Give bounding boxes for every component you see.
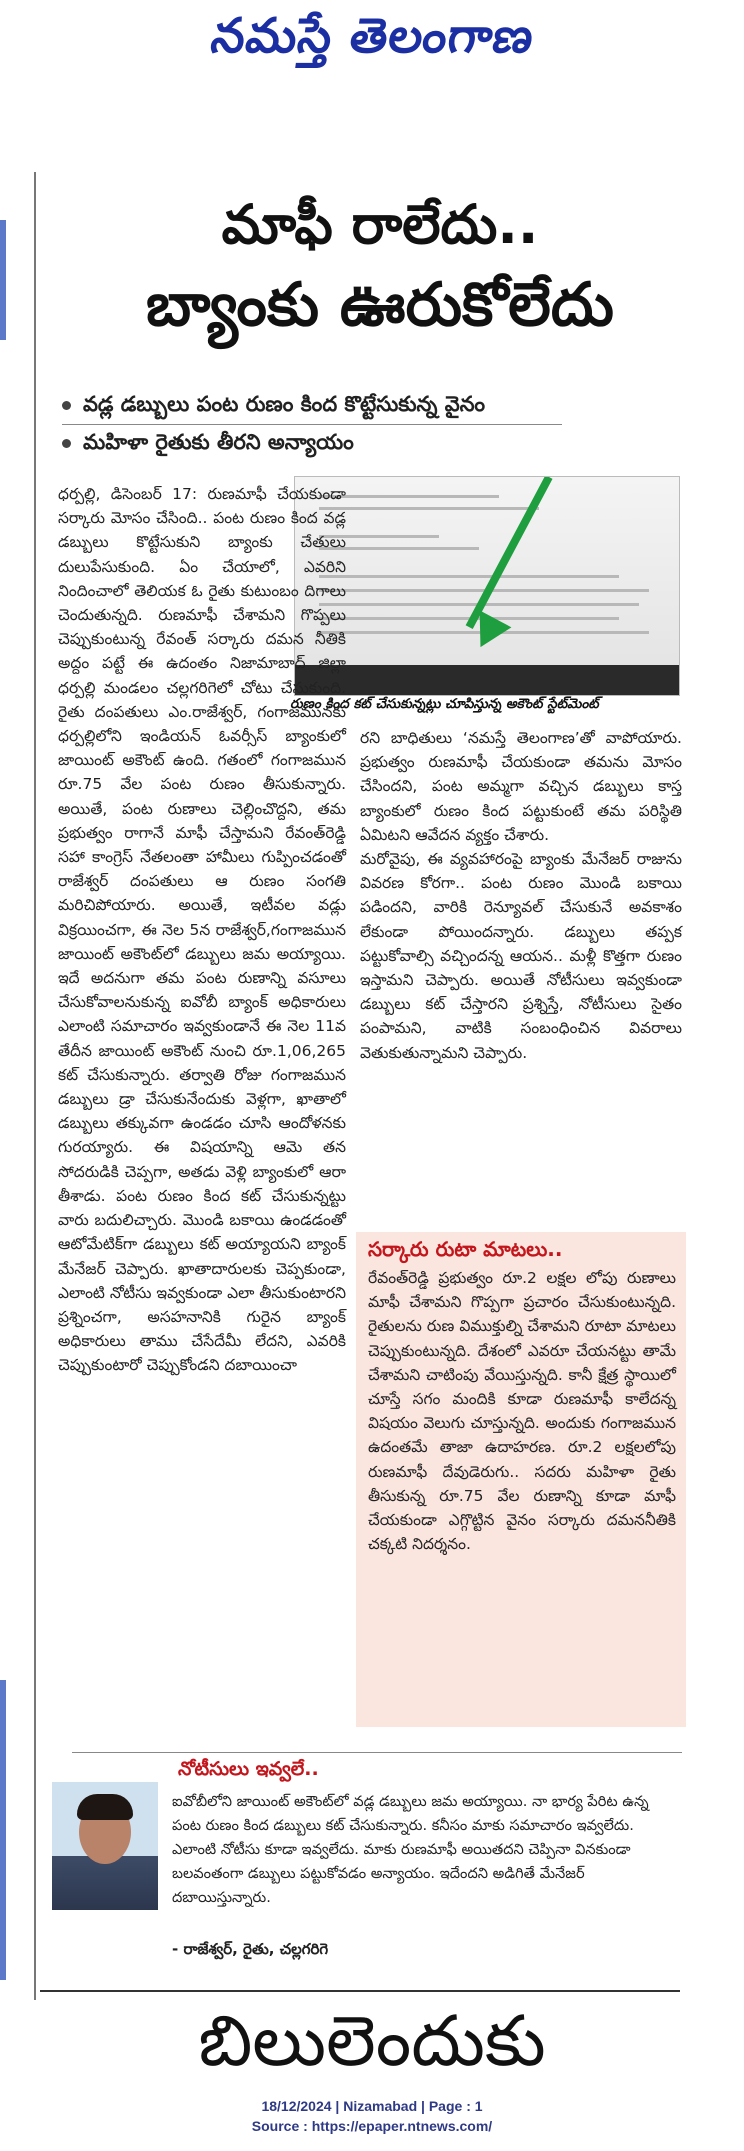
edge-strip bbox=[0, 1680, 6, 1980]
green-arrow-icon bbox=[466, 476, 553, 629]
bullet-dot-icon bbox=[62, 439, 71, 448]
farmer-portrait bbox=[52, 1782, 158, 1910]
left-column-rule bbox=[34, 172, 36, 2000]
bullet-dot-icon bbox=[62, 401, 71, 410]
quote-title: నోటీసులు ఇవ్వలే.. bbox=[178, 1758, 319, 1780]
paragraph: రని బాధితులు ‘నమస్తే తెలంగాణ’తో వాపోయారు. ప్రభుత్వం రుణమాఫీ చేయకుండా తమను మోసం చేసిందని, పంట అమ్మగా వచ్చిన డబ్బులు కాస్త బ్యాంకులో రుణం కింద పట్టుకుంటే తమ పరిస్థితి ఏమిటని ఆవేదన వ్యక్తం చేశారు. bbox=[360, 729, 682, 844]
left-column-text bbox=[58, 482, 346, 1378]
bullet-point bbox=[62, 430, 354, 460]
account-statement-photo bbox=[294, 476, 680, 696]
headline-line-2: బ్యాంకు ఊరుకోలేదు bbox=[146, 270, 614, 340]
box-text bbox=[368, 1266, 676, 1556]
bullet-text: వడ్ల డబ్బులు పంట రుణం కింద కొట్టేసుకున్న వైనం bbox=[83, 392, 486, 416]
bullet-text: మహిళా రైతుకు తీరని అన్యాయం bbox=[83, 430, 354, 454]
masthead-logo: నమస్తే తెలంగాణ bbox=[207, 8, 539, 64]
paragraph: రేవంత్‌రెడ్డి ప్రభుత్వం రూ.2 లక్షల లోపు రుణాలు మాఫీ చేశామని గొప్పగా ప్రచారం చేసుకుంటున్నది. రైతులను రుణ విముక్తుల్ని చేశామని రూటా మాటలు చెప్పుకుంటున్నది. దేశంలో ఎవరూ చేయనట్టు తామే చేశామని చాటింపు వేయిస్తున్నది. కానీ క్షేత్ర స్థాయిలో చూస్తే సగం మందికి కూడా రుణమాఫీ కాలేదన్న విషయం వెలుగు చూస్తున్నది. అందుకు గంగాజమున ఉదంతమే తాజా ఉదాహరణ. రూ.2 లక్షలలోపు రుణమాఫీ దేవుడెరుగు.. సదరు మహిళా రైతు తీసుకున్న రూ.75 వేల రుణాన్ని కూడా మాఫీ చేయకుండా ఎగ్గొట్టిన వైనం సర్కారు దమననీతికి చక్కటి నిదర్శనం. bbox=[368, 1269, 676, 1554]
edge-strip bbox=[0, 220, 6, 340]
photo-text-line bbox=[319, 507, 539, 510]
right-column-text bbox=[360, 726, 682, 1065]
box-title: సర్కారు రుటా మాటలు.. bbox=[368, 1237, 563, 1261]
quote-text bbox=[172, 1790, 682, 1910]
photo-text-line bbox=[319, 575, 619, 578]
bullet-point bbox=[62, 392, 485, 422]
next-story-headline: బిలులెందుకు bbox=[198, 2000, 546, 2082]
footer-source-link[interactable]: Source : https://epaper.ntnews.com/ bbox=[251, 2118, 493, 2134]
paragraph: ఐవోబీలోని జాయింట్ అకౌంట్‌లో వడ్ల డబ్బులు జమ అయ్యాయి. నా భార్య పేరిట ఉన్న పంట రుణం కింద డబ్బులు కట్ చేసుకున్నారు. కనీసం మాకు సమాచారం ఇవ్వలేదు. ఎలాంటి నోటీసు కూడా ఇవ్వలేదు. మాకు రుణమాఫీ అయితదని చెప్పినా వినకుండా బలవంతంగా డబ్బులు పట్టుకోవడం అన్యాయం. ఇదేందని అడిగితే మేనేజర్ దబాయిస్తున్నారు. bbox=[172, 1793, 649, 1906]
footer-date-page: 18/12/2024 | Nizamabad | Page : 1 bbox=[261, 2098, 483, 2114]
headline-line-1: మాఫీ రాలేదు.. bbox=[221, 193, 539, 256]
quote-divider bbox=[72, 1752, 682, 1753]
bullet-divider bbox=[62, 424, 562, 425]
photo-caption: రుణం కింద కట్ చేసుకున్నట్లు చూపిస్తున్న అకౌంట్ స్టేట్‌మెంట్ bbox=[290, 696, 599, 712]
photo-text-line bbox=[319, 495, 499, 498]
photo-shadow bbox=[295, 665, 679, 695]
paragraph: మరోవైపు, ఈ వ్యవహారంపై బ్యాంకు మేనేజర్ రాజును వివరణ కోరగా.. పంట రుణం మొండి బకాయి పడిందని, వారికి రెన్యూవల్ చేసుకునే అవకాశం లేకుండా పోయిందన్నారు. డబ్బులు తప్పక పట్టుకోవాల్సి వచ్చిందన్న ఆయన.. మళ్లీ కొత్తగా రుణం ఇస్తామని చెప్పారు. అయితే నోటీసులు ఇవ్వకుండా డబ్బులు కట్ చేస్తారని ప్రశ్నిస్తే, నోటీసులు సైతం పంపామని, వాటికి సంబంధించిన వివరాలు వెతుకుతున్నామని చెప్పారు. bbox=[360, 850, 682, 1062]
paragraph: ధర్పల్లి, డిసెంబర్ 17: రుణమాఫీ చేయకుండా సర్కారు మోసం చేసింది.. పంట రుణం కింద వడ్ల డబ్బులు కొట్టేసుకుని బ్యాంకు చేతులు దులుపేసుకుంది. ఏం చేయాలో, ఎవరిని నిందించాలో తెలియక ఓ రైతు కుటుంబం దిగాలు చెందుతున్నది. రుణమాఫీ చేశామని గొప్పలు చెప్పుకుంటున్న రేవంత్ సర్కారు దమన నీతికి అద్దం పట్టే ఈ ఉదంతం నిజామాబాద్ జిల్లా ధర్పల్లి మండలం చల్లగరిగెలో చోటు చేసుకుంది. రైతు దంపతులు ఎం.రాజేశ్వర్, గంగాజమునకు ధర్పల్లిలోని ఇండియన్ ఓవర్సీస్ బ్యాంకులో జాయింట్ అకౌంట్ ఉంది. గతంలో గంగాజమున రూ.75 వేల పంట రుణం తీసుకున్నారు. అయితే, పంట రుణాలు చెల్లించొద్దని, తమ ప్రభుత్వం రాగానే మాఫీ చేస్తామని రేవంత్‌రెడ్డి సహా కాంగ్రెస్ నేతలంతా హామీలు గుప్పించడంతో రాజేశ్వర్ దంపతులు ఆ రుణం సంగతి మరిచిపోయారు. అయితే, ఇటీవల వడ్లు విక్రయించగా, ఈ నెల 5న రాజేశ్వర్,గంగాజమున జాయింట్ అకౌంట్‌లో డబ్బులు జమ అయ్యాయి. ఇదే అదనుగా తమ పంట రుణాన్ని వసూలు చేసుకోవాలనుకున్న ఐవోబీ బ్యాంక్ అధికారులు ఎలాంటి సమాచారం ఇవ్వకుండానే ఈ నెల 11వ తేదీన జాయింట్ అకౌంట్ నుంచి రూ.1,06,265 కట్ చేసుకున్నారు. తర్వాతి రోజు గంగాజమున డబ్బులు డ్రా చేసుకునేందుకు వెళ్లగా, ఖాతాలో డబ్బులు తక్కువగా ఉండడం చూసి ఆందోళనకు గురయ్యారు. ఈ విషయాన్ని ఆమె తన సోదరుడికి చెప్పగా, అతడు వెళ్లి బ్యాంకులో ఆరా తీశాడు. పంట రుణం కింద కట్ చేసుకున్నట్టు వారు బదులిచ్చారు. మొండి బకాయి ఉండడంతో ఆటోమేటిక్‌గా డబ్బులు కట్ అయ్యాయని బ్యాంక్ మేనేజర్ చెప్పారు. ఖాతాదారులకు చెప్పకుండా, ఎలాంటి నోటీసు ఇవ్వకుండా ఎలా తీసుకుంటారని ప్రశ్నించగా, అసహనానికి గురైన బ్యాంక్ అధికారులు తాము చేసేదేమీ లేదని, ఎవరికి చెప్పుకుంటారో చెప్పుకోండని దబాయించా bbox=[58, 485, 346, 1375]
hair-shape bbox=[77, 1794, 133, 1820]
quote-signature: - రాజేశ్వర్, రైతు, చల్లగరిగె bbox=[172, 1940, 329, 1958]
bottom-divider bbox=[40, 1990, 680, 1992]
